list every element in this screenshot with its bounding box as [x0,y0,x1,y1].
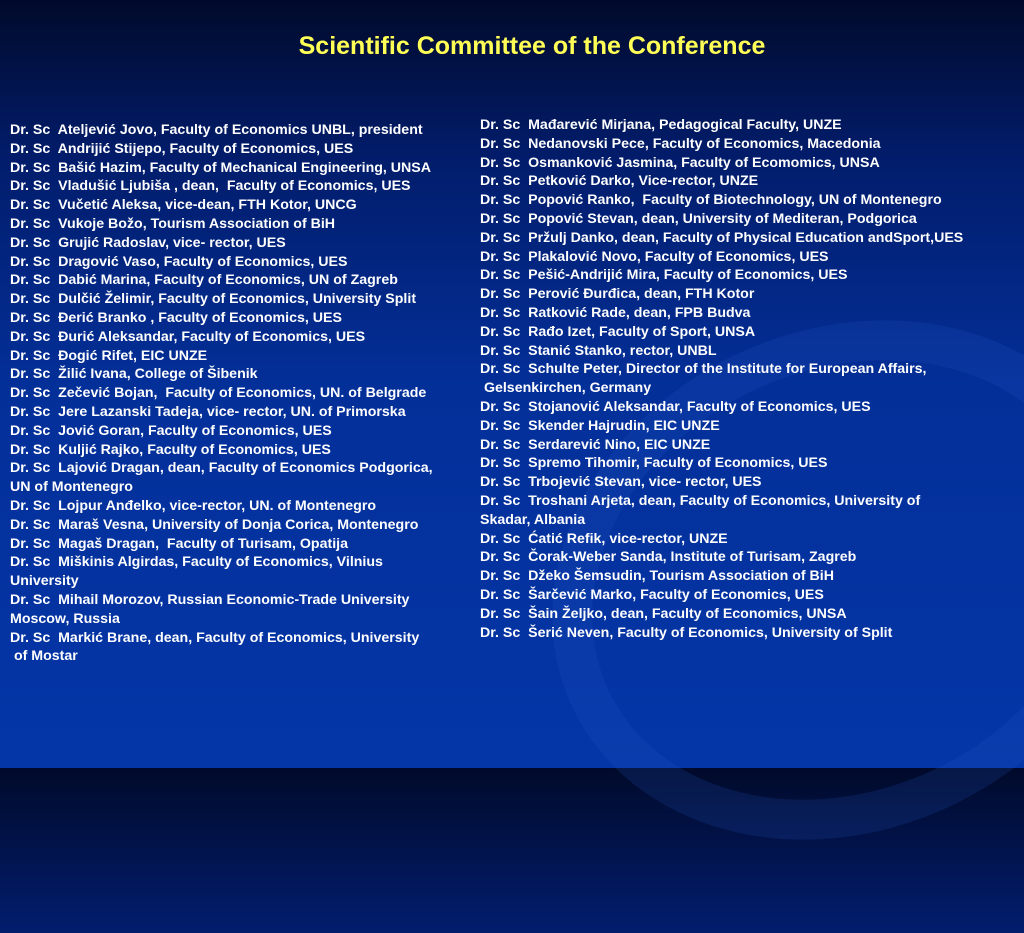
committee-member-line: Dr. Sc Lajović Dragan, dean, Faculty of Economics Podgorica, [10,460,433,477]
committee-member-line: Dr. Sc Šarčević Marko, Faculty of Economics, UES [480,586,824,603]
committee-member-line: Dr. Sc Grujić Radoslav, vice- rector, UES [10,234,286,251]
committee-list-right [480,116,963,642]
committee-member-line: Dr. Sc Petković Darko, Vice-rector, UNZE [480,173,759,190]
committee-member-line: Dr. Sc Vladušić Ljubiša , dean, Faculty of Economics, UES [10,178,411,195]
committee-member-line: Dr. Sc Osmanković Jasmina, Faculty of Ecomomics, UNSA [480,154,880,171]
slide-title: Scientific Committee of the Conference [298,32,766,60]
committee-member-line: Dr. Sc Popović Stevan, dean, University of Mediteran, Podgorica [480,210,917,227]
committee-member-line: of Mostar [10,648,78,665]
committee-member-line: Dr. Sc Ratković Rade, dean, FPB Budva [480,304,751,321]
committee-member-line: Gelsenkirchen, Germany [480,380,652,397]
committee-member-line: Dr. Sc Đurić Aleksandar, Faculty of Economics, UES [10,328,366,345]
committee-member-line: Dr. Sc Stojanović Aleksandar, Faculty of Economics, UES [480,398,871,415]
committee-member-line: Dr. Sc Plakalović Novo, Faculty of Economics, UES [480,248,829,265]
committee-member-line: Dr. Sc Zečević Bojan, Faculty of Economics, UN. of Belgrade [10,385,427,402]
committee-member-line: Dr. Sc Spremo Tihomir, Faculty of Economics, UES [480,455,828,472]
committee-member-line: Dr. Sc Jović Goran, Faculty of Economics, UES [10,422,332,439]
committee-member-line: Dr. Sc Džeko Šemsudin, Tourism Association of BiH [480,568,834,585]
committee-member-line: Dr. Sc Dabić Marina, Faculty of Economics, UN of Zagreb [10,272,398,289]
committee-member-line: Dr. Sc Đogić Rifet, EIC UNZE [10,347,208,364]
committee-member-line: Dr. Sc Šain Željko, dean, Faculty of Economics, UNSA [480,605,847,622]
committee-member-line: Dr. Sc Dragović Vaso, Faculty of Economics, UES [10,253,348,270]
committee-member-line: Dr. Sc Skender Hajrudin, EIC UNZE [480,417,720,434]
committee-member-line: Dr. Sc Šerić Neven, Faculty of Economics, University of Split [480,624,893,641]
committee-member-line: Dr. Sc Jere Lazanski Tadeja, vice- rector, UN. of Primorska [10,403,406,420]
committee-member-line: Dr. Sc Đerić Branko , Faculty of Economics, UES [10,309,342,326]
committee-member-line: Dr. Sc Vukoje Božo, Tourism Association of BiH [10,215,336,232]
committee-member-line: Dr. Sc Ćatić Refik, vice-rector, UNZE [480,530,728,547]
committee-member-line: University [10,573,79,590]
committee-member-line: Dr. Sc Rađo Izet, Faculty of Sport, UNSA [480,323,756,340]
committee-member-line: Dr. Sc Markić Brane, dean, Faculty of Economics, University [10,629,420,646]
committee-member-line: Dr. Sc Stanić Stanko, rector, UNBL [480,342,717,359]
committee-member-line: Dr. Sc Žilić Ivana, College of Šibenik [10,366,258,383]
committee-member-line: Dr. Sc Serdarević Nino, EIC UNZE [480,436,711,453]
committee-member-line: Dr. Sc Ateljević Jovo, Faculty of Economics UNBL, president [10,122,423,138]
committee-member-line: Dr. Sc Vučetić Aleksa, vice-dean, FTH Kotor, UNCG [10,197,357,214]
committee-member-line: Dr. Sc Čorak-Weber Sanda, Institute of Turisam, Zagreb [480,549,857,566]
committee-member-line: Moscow, Russia [10,610,120,627]
committee-member-line: UN of Montenegro [10,479,133,496]
committee-member-line: Dr. Sc Miškinis Algirdas, Faculty of Economics, Vilnius [10,554,383,571]
committee-member-line: Dr. Sc Mađarević Mirjana, Pedagogical Faculty, UNZE [480,117,842,133]
committee-member-line: Dr. Sc Troshani Arjeta, dean, Faculty of Economics, University of [480,492,921,509]
committee-member-line: Dr. Sc Schulte Peter, Director of the Institute for European Affairs, [480,361,927,378]
committee-member-line: Dr. Sc Pržulj Danko, dean, Faculty of Physical Education andSport,UES [480,229,964,246]
committee-member-line: Dr. Sc Maraš Vesna, University of Donja Corica, Montenegro [10,516,419,533]
committee-member-line: Dr. Sc Popović Ranko, Faculty of Biotechnology, UN of Montenegro [480,192,942,209]
committee-member-line: Dr. Sc Perović Đurđica, dean, FTH Kotor [480,286,755,303]
committee-member-line: Dr. Sc Dulčić Želimir, Faculty of Economics, University Split [10,291,417,308]
committee-member-line: Skadar, Albania [480,511,586,528]
committee-member-line: Dr. Sc Pešić-Andrijić Mira, Faculty of Economics, UES [480,267,848,284]
committee-member-line: Dr. Sc Mihail Morozov, Russian Economic-Trade University [10,591,410,608]
committee-member-line: Dr. Sc Kuljić Rajko, Faculty of Economics, UES [10,441,331,458]
committee-member-line: Dr. Sc Nedanovski Pece, Faculty of Economics, Macedonia [480,135,881,152]
committee-member-line: Dr. Sc Andrijić Stijepo, Faculty of Economics, UES [10,140,354,157]
committee-list-left [10,121,433,666]
committee-member-line: Dr. Sc Bašić Hazim, Faculty of Mechanical Engineering, UNSA [10,159,432,176]
committee-member-line: Dr. Sc Magaš Dragan, Faculty of Turisam, Opatija [10,535,348,552]
committee-member-line: Dr. Sc Lojpur Anđelko, vice-rector, UN. of Montenegro [10,497,377,514]
committee-member-line: Dr. Sc Trbojević Stevan, vice- rector, UES [480,474,762,491]
